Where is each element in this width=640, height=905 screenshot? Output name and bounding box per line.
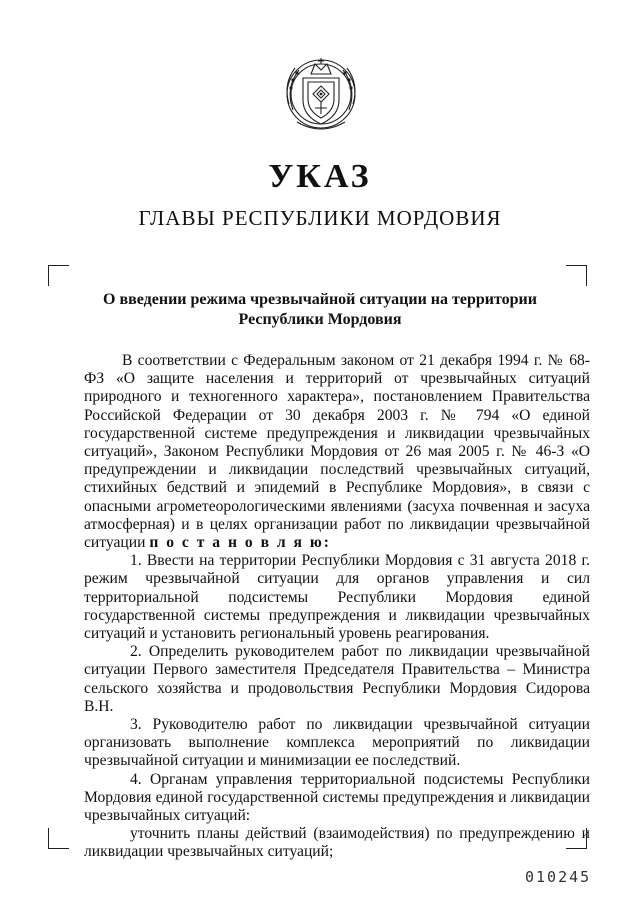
document-title: УКАЗ [268, 158, 372, 195]
decree-body [84, 352, 590, 862]
decree-item-2: 2. Определить руководителем работ по ликвидации чрезвычайной ситуации Первого заместителя Председателя Правительства – Министра сельского хозяйства и продовольствия Республики Мордовия Сидорова В.Н. [84, 643, 590, 715]
decree-heading-line-2: Республики Мордовия [238, 311, 402, 328]
decree-item-1: 1. Ввести на территории Республики Мордовия с 31 августа 2018 г. режим чрезвычайной ситуации для органов управления и сил территориальной подсистемы Республики Мордовия единой государственной системы предупреждения и ликвидации чрезвычайных ситуаций и установить региональный уровень реагирования. [84, 552, 590, 643]
preamble-text: В соответствии с Федеральным законом от 21 декабря 1994 г. № 68-ФЗ «О защите населения и территорий от чрезвычайных ситуаций природного и техногенного характера», постановлением Правительства Российской Федерации от 30 декабря 2003 г. № 794 «О единой государственной системе предупреждения и ликвидации чрезвычайных ситуаций», Законом Республики Мордовия от 26 мая 2005 г. № 46-З «О предупреждении и ликвидации последствий чрезвычайных ситуаций, стихийных бедствий и эпидемий в Республике Мордовия», в связи с опасными агрометеорологическими явлениями (засуха почвенная и засуха атмосферная) и в целях организации работ по ликвидации чрезвычайной ситуации [84, 352, 590, 552]
coat-of-arms-emblem [275, 44, 367, 138]
corner-mark-top-right [566, 265, 587, 286]
decree-item-4: 4. Органам управления территориальной подсистемы Республики Мордовия единой государственной системы предупреждения и ликвидации чрезвычайных ситуаций: [84, 770, 590, 825]
decree-word: п о с т а н о в л я ю: [149, 534, 331, 552]
decree-item-4-subitem: уточнить планы действий (взаимодействия) по предупреждению и ликвидации чрезвычайных ситуаций; [84, 825, 590, 861]
decree-item-3: 3. Руководителю работ по ликвидации чрезвычайной ситуации организовать выполнение комплекса мероприятий по ликвидации чрезвычайной ситуации и минимизации ее последствий. [84, 716, 590, 770]
corner-mark-top-left [48, 265, 69, 286]
document-subtitle: ГЛАВЫ РЕСПУБЛИКИ МОРДОВИЯ [138, 206, 502, 230]
corner-mark-bottom-left [48, 828, 69, 849]
preamble-paragraph [84, 352, 590, 552]
decree-heading [80, 290, 560, 330]
decree-heading-line-1: О введении режима чрезвычайной ситуации на территории [103, 291, 537, 308]
form-serial-number: 010245 [525, 868, 592, 886]
